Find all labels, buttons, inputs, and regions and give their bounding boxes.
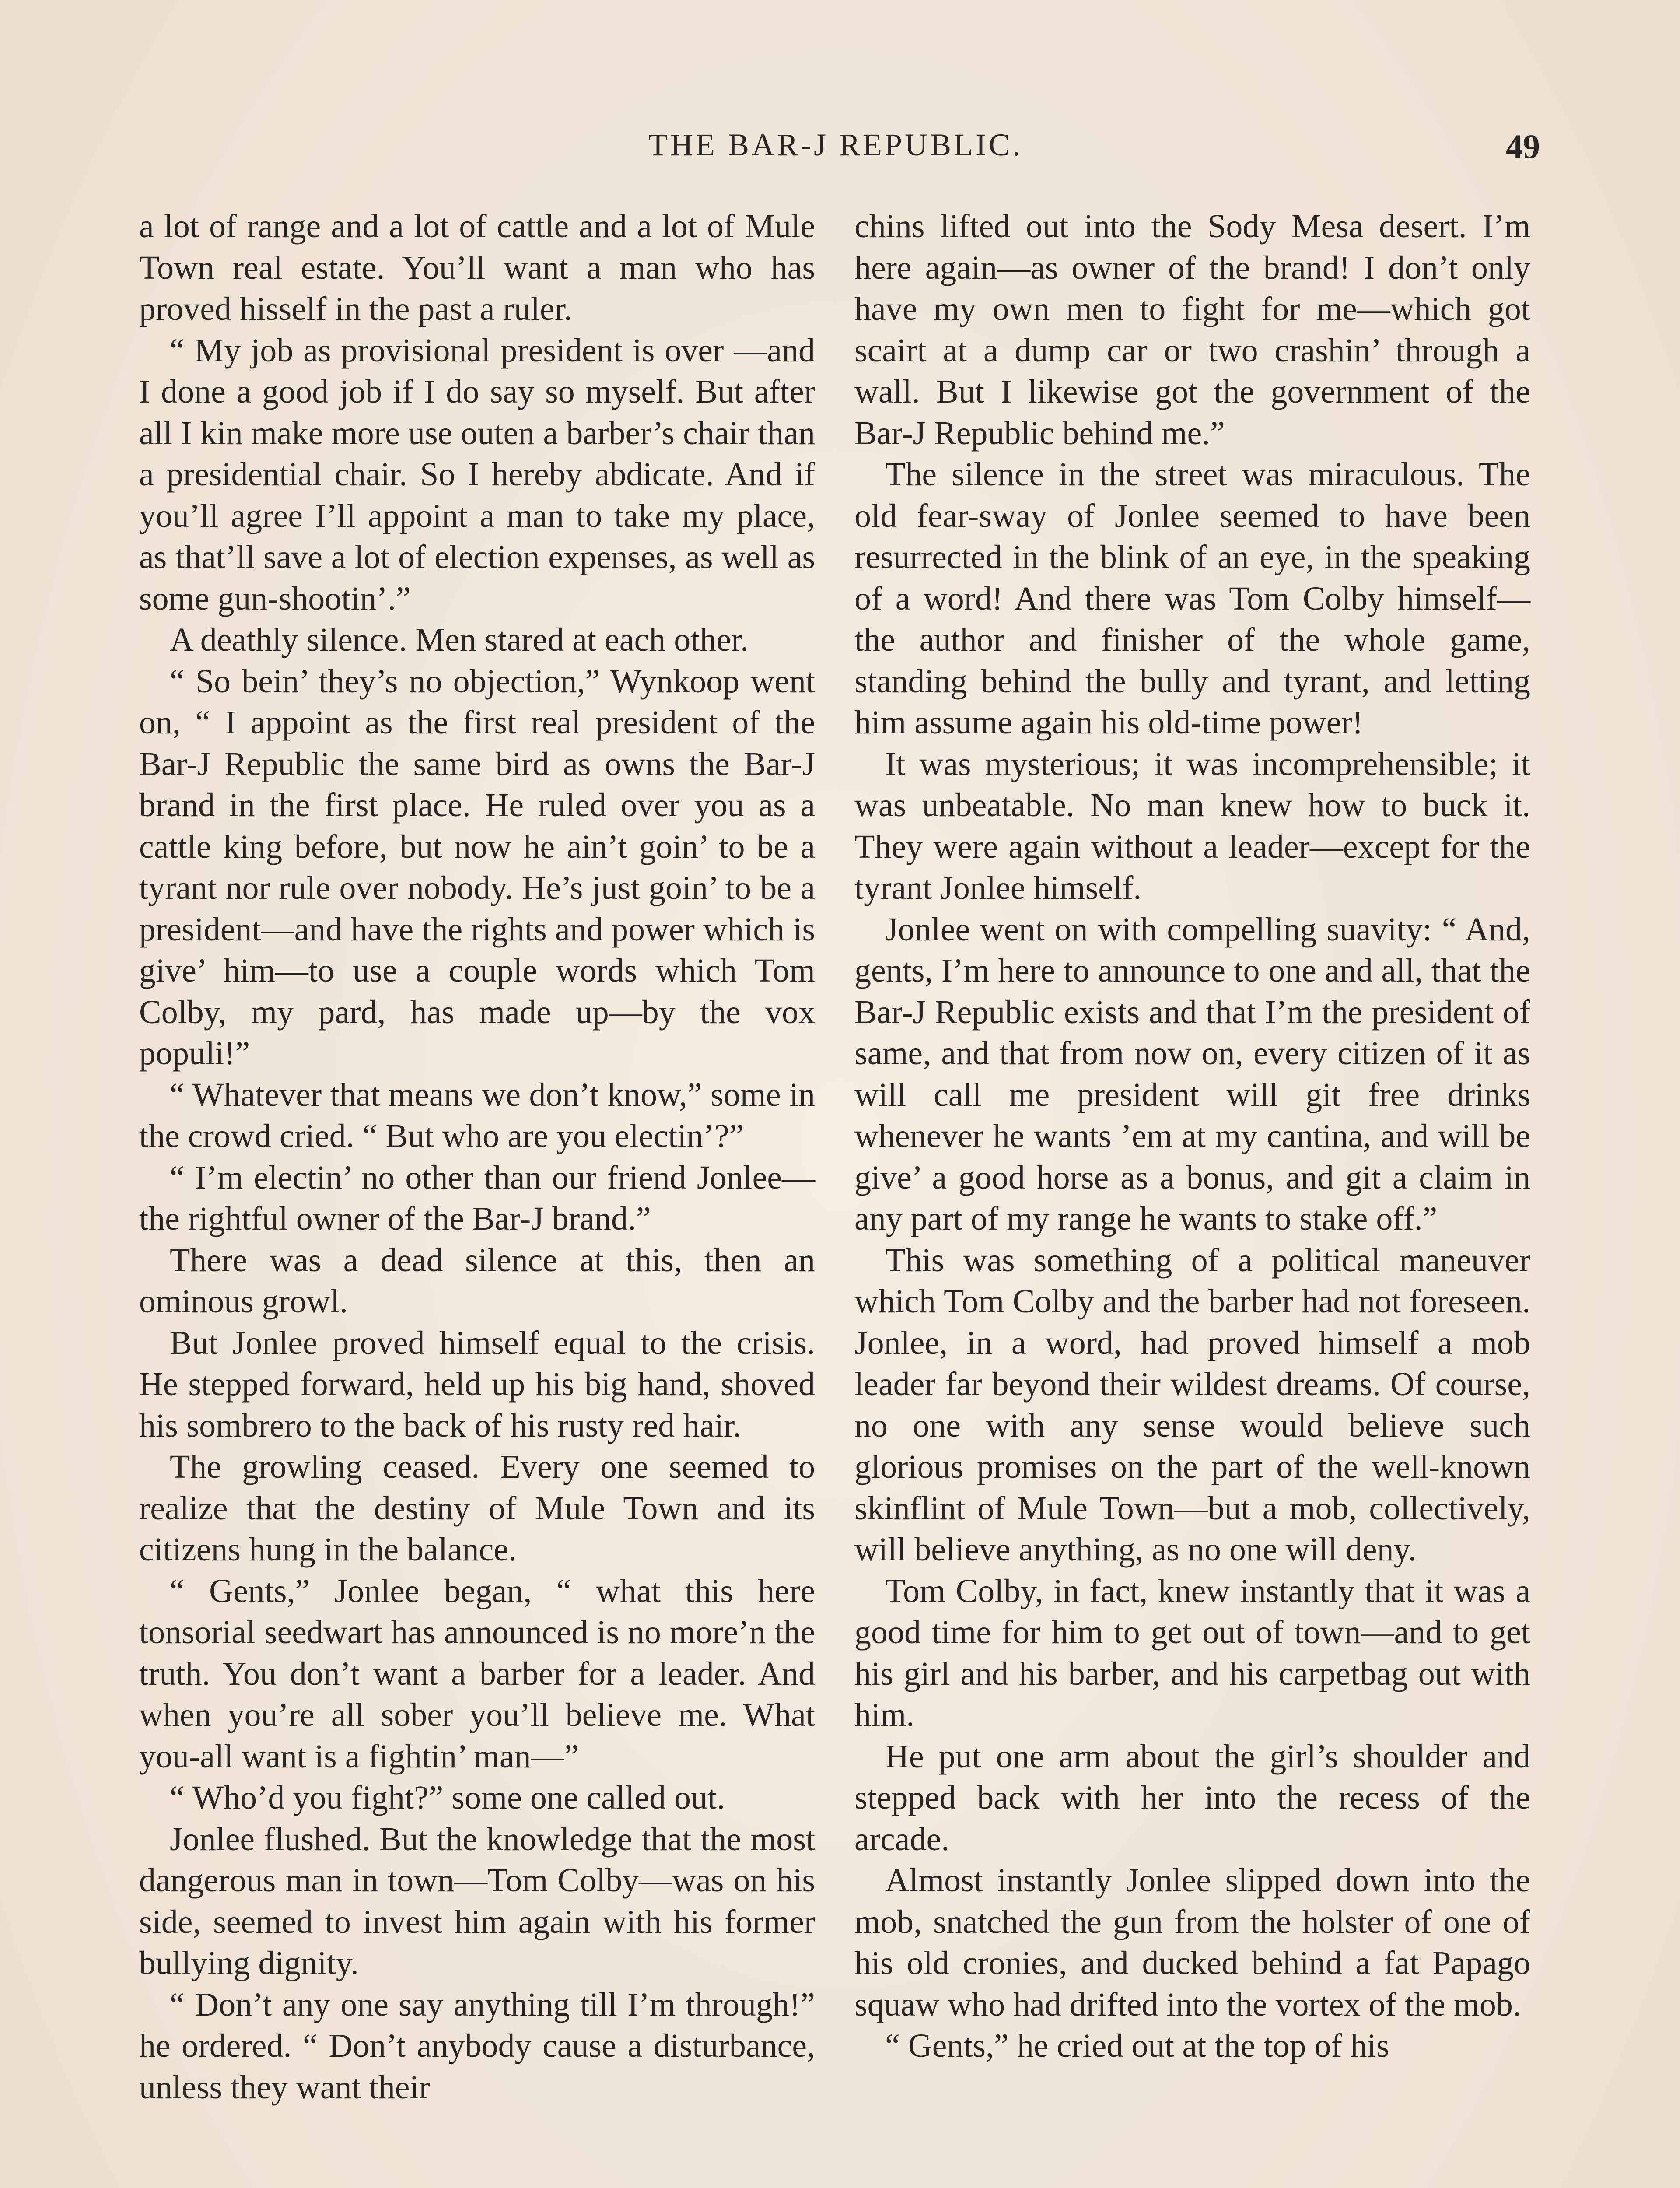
paragraph: This was something of a political maneuver which Tom Colby and the barber had not foreseen. Jonlee, in a word, had proved himself a mob leader far beyond their wildest dreams. Of course, no one with any sense would believe such glorious promises on the part of the well-known skinflint of Mule Town—but a mob, collectively, will believe anything, as no one will deny. <box>854 1241 1530 1568</box>
paragraph: A deathly silence. Men stared at each other. <box>170 621 749 658</box>
paragraph: There was a dead silence at this, then an ominous growl. <box>139 1241 815 1320</box>
paragraph: He put one arm about the girl’s shoulder and stepped back with her into the recess of the arcade. <box>854 1738 1530 1858</box>
paragraph: Almost instantly Jonlee slipped down into the mob, snatched the gun from the holster of one of his old cronies, and ducked behind a fat Papago squaw who had drifted into the vortex of the mob. <box>854 1862 1530 2023</box>
text-columns <box>139 206 1530 2188</box>
paragraph: “ Gents,” Jonlee began, “ what this here tonsorial seedwart has announced is no more’n the truth. You don’t want a barber for a leader. And when you’re all sober you’ll believe me. What you-all want is a fightin’ man—” <box>139 1572 815 1775</box>
paragraph: Tom Colby, in fact, knew instantly that it was a good time for him to get out of town—and to get his girl and his barber, and his carpetbag out with him. <box>854 1572 1530 1733</box>
paragraph: Jonlee went on with compelling suavity: “ And, gents, I’m here to announce to one and all, that the Bar-J Republic exists and that I’m the president of same, and that from now on, every citizen of it as will call me president will git free drinks whenever he wants ’em at my cantina, and will be give’ a good horse as a bonus, and git a claim in any part of my range he wants to stake off.” <box>854 911 1530 1237</box>
paragraph: The growling ceased. Every one seemed to realize that the destiny of Mule Town and its citizens hung in the balance. <box>139 1448 815 1568</box>
paragraph: Jonlee flushed. But the knowledge that the most dangerous man in town—Tom Colby—was on his side, seemed to invest him again with his former bullying dignity. <box>139 1820 815 1981</box>
right-column <box>854 206 1530 2188</box>
page-number: 49 <box>1506 127 1540 165</box>
paragraph: But Jonlee proved himself equal to the crisis. He stepped forward, held up his big hand, shoved his sombrero to the back of his rusty red hair. <box>139 1324 815 1444</box>
paragraph: “ I’m electin’ no other than our friend Jonlee—the rightful owner of the Bar-J brand.” <box>139 1159 815 1237</box>
paragraph: It was mysterious; it was incomprehensible; it was unbeatable. No man knew how to buck it. They were again without a leader—except for the tyrant Jonlee himself. <box>854 745 1530 906</box>
paragraph: “ Who’d you fight?” some one called out. <box>170 1779 725 1816</box>
paragraph: “ My job as provisional president is over —and I done a good job if I do say so myself. But after all I kin make more use outen a barber’s chair than a presidential chair. So I hereby abdicate. And if you’ll agree I’ll appoint a man to take my place, as that’ll save a lot of election expenses, as well as some gun-shootin’.” <box>139 332 815 617</box>
paragraph: “ Gents,” he cried out at the top of his <box>885 2027 1390 2064</box>
paragraph: a lot of range and a lot of cattle and a lot of Mule Town real estate. You’ll want a man who has proved hisself in the past a ruler. <box>139 208 815 327</box>
running-title: THE BAR-J REPUBLIC. <box>648 127 1023 162</box>
left-column <box>139 206 815 2188</box>
paragraph: “ Don’t any one say anything till I’m through!” he ordered. “ Don’t anybody cause a disturbance, unless they want their <box>139 1986 815 2106</box>
paragraph: “ So bein’ they’s no objection,” Wynkoop went on, “ I appoint as the first real president of the Bar-J Republic the same bird as owns the Bar-J brand in the first place. He ruled over you as a cattle king before, but now he ain’t goin’ to be a tyrant nor rule over nobody. He’s just goin’ to be a president—and have the rights and power which is give’ him—to use a couple words which Tom Colby, my pard, has made up—by the vox populi!” <box>139 663 815 1072</box>
paragraph: chins lifted out into the Sody Mesa desert. I’m here again—as owner of the brand! I don’t only have my own men to fight for me—which got scairt at a dump car or two crashin’ through a wall. But I likewise got the government of the Bar-J Republic behind me.” <box>854 208 1530 452</box>
page-header <box>131 127 1540 188</box>
paragraph: The silence in the street was miraculous. The old fear-sway of Jonlee seemed to have been resurrected in the blink of an eye, in the speaking of a word! And there was Tom Colby himself—the author and finisher of the whole game, standing behind the bully and tyrant, and letting him assume again his old-time power! <box>854 456 1530 741</box>
paragraph: “ Whatever that means we don’t know,” some in the crowd cried. “ But who are you electin’?” <box>139 1076 815 1154</box>
